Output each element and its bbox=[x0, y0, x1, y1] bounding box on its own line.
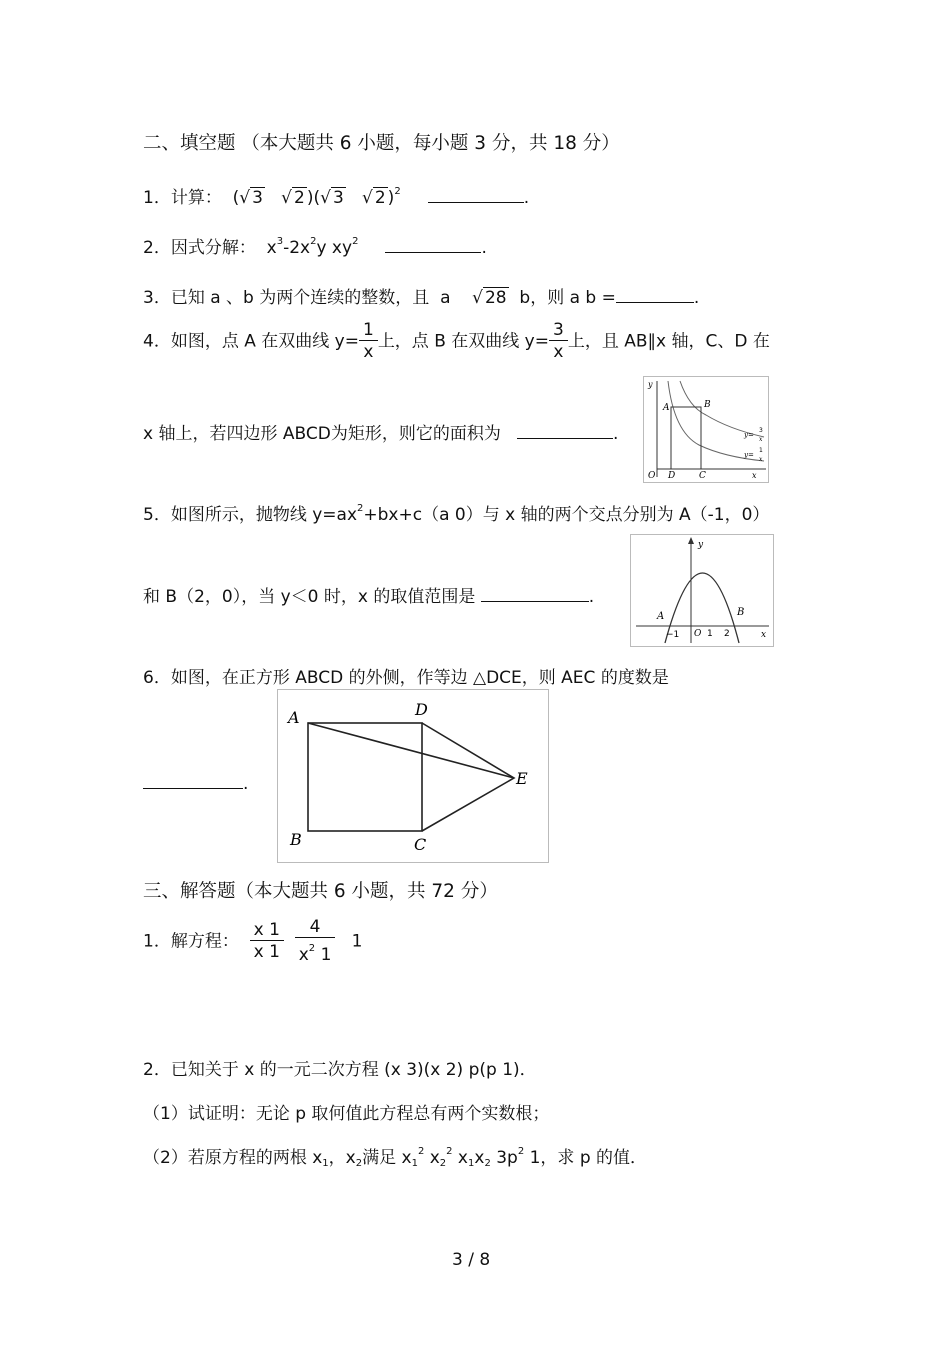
axis-label-x: x bbox=[761, 630, 767, 640]
solve-question-2-part2: （2）若原方程的两根 $x_1$，$x_2$满足 $x_1^2$ $x_2^2$ $x_1x_2$ $3p^2$ 1，求 p 的值． bbox=[143, 1146, 648, 1169]
point-label-b: B bbox=[290, 830, 302, 849]
question-6: 6．如图，在正方形 ABCD 的外侧，作等边 △DCE，则 AEC 的度数是 bbox=[143, 668, 669, 688]
answer-blank[interactable] bbox=[385, 236, 481, 253]
point-label-c: C bbox=[414, 835, 427, 854]
parabola-figure bbox=[630, 534, 774, 647]
fraction: $\frac{4}{x^2 1}$ bbox=[295, 917, 336, 966]
hyperbola-figure bbox=[643, 376, 769, 483]
answer-blank[interactable] bbox=[428, 186, 524, 203]
fraction: $\frac{1}{x}$ bbox=[359, 320, 378, 363]
solve-question-2: 2．已知关于 x 的一元二次方程 (x 3)(x 2) p(p 1)． bbox=[143, 1060, 537, 1080]
axis-label-x: x bbox=[752, 471, 757, 480]
question-6-line2: . bbox=[143, 772, 248, 794]
point-label-c: C bbox=[699, 471, 706, 481]
curve-label-1x-num: 1 bbox=[759, 447, 763, 454]
answer-blank[interactable] bbox=[517, 422, 613, 439]
origin-label: O bbox=[648, 471, 656, 481]
point-label-d: D bbox=[668, 471, 676, 481]
question-1: 1．计算： (√ 3 √ 2 )(√ 3 √ 2 )$^2$ . bbox=[143, 186, 530, 208]
fraction: $\frac{x 1}{x 1}$ bbox=[250, 920, 284, 963]
section-heading-solve: 三、解答题（本大题共 6 小题，共 72 分） bbox=[143, 881, 498, 902]
point-label-d: D bbox=[415, 700, 428, 719]
curve-label-3x-num: 3 bbox=[759, 427, 763, 434]
solve-question-1: 1．解方程： $\frac{x 1}{x 1}$ $\frac{4}{x^2 1}$ 1 bbox=[143, 917, 363, 965]
answer-blank[interactable] bbox=[143, 772, 243, 789]
origin-label: O bbox=[694, 629, 702, 639]
axis-label-y: y bbox=[648, 380, 653, 389]
tick-label-neg1: −1 bbox=[666, 630, 680, 640]
tick-label-1: 1 bbox=[707, 629, 713, 639]
point-label-e: E bbox=[516, 769, 528, 788]
square-triangle-figure bbox=[277, 689, 549, 863]
curve-label-3x-den: x bbox=[759, 436, 763, 443]
tick-label-2: 2 bbox=[724, 629, 730, 639]
question-4: 4．如图，点 A 在双曲线 y= $\frac{1}{x}$ 上，点 B 在双曲线 y= $\frac{3}{x}$ 上，且 AB∥x 轴，C、D 在 bbox=[143, 320, 770, 362]
question-2: 2．因式分解： $x^3-2x^2y$ $xy^2$ . bbox=[143, 236, 487, 258]
question-5: 5．如图所示，抛物线 $y=ax^2+bx+c(a$ 0）与 x 轴的两个交点分别为 A（-1，0） bbox=[143, 503, 770, 525]
answer-blank[interactable] bbox=[481, 585, 589, 602]
fraction: $\frac{3}{x}$ bbox=[549, 320, 568, 363]
curve-label-1x: y= bbox=[744, 451, 754, 459]
point-label-a: A bbox=[657, 611, 665, 622]
curve-label-3x: y= bbox=[744, 431, 754, 439]
solve-question-2-part1: （1）试证明：无论 p 取何值此方程总有两个实数根； bbox=[143, 1104, 550, 1124]
point-label-b: B bbox=[737, 607, 745, 618]
point-label-a: A bbox=[663, 403, 670, 413]
axis-label-y: y bbox=[698, 540, 704, 550]
question-5-line2: 和 B（2，0），当 y＜0 时，x 的取值范围是 . bbox=[143, 587, 595, 607]
question-3: 3．已知 a 、b 为两个连续的整数，且 a √ 28 b，则 a b = . bbox=[143, 288, 700, 308]
page-number: 3 / 8 bbox=[452, 1250, 491, 1270]
question-4-line2: x 轴上，若四边形 ABCD为矩形，则它的面积为 . bbox=[143, 424, 619, 444]
point-label-a: A bbox=[288, 708, 300, 727]
answer-blank[interactable] bbox=[616, 286, 694, 303]
section-heading-fill-in: 二、填空题 （本大题共 6 小题，每小题 3 分，共 18 分） bbox=[143, 133, 620, 154]
curve-label-1x-den: x bbox=[759, 456, 763, 463]
point-label-b: B bbox=[704, 400, 711, 410]
